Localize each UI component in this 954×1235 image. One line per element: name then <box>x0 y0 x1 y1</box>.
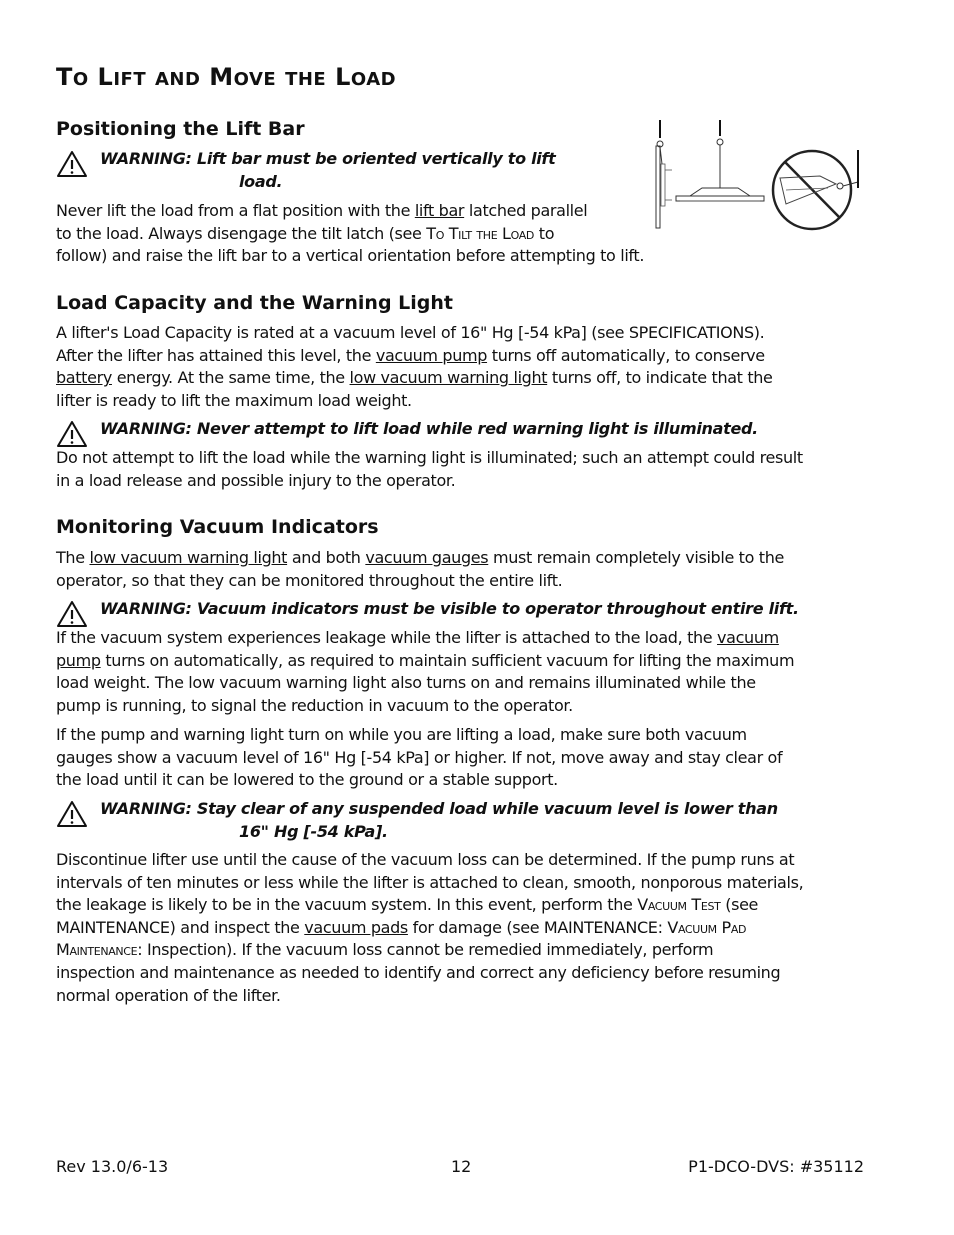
warning-triangle-icon <box>56 800 88 828</box>
page-title: TO LIFT AND MOVE THE LOAD <box>56 63 397 91</box>
paragraph-discontinue: Discontinue lifter use until the cause of the vacuum loss can be determined. If the pump runs at intervals of ten minutes or less while the lifter is attached to clean, smooth, nonporous materials, the leakage is likely to be in the vacuum system. In this event, perform the Vacuum Test (see MAINTENANCE) and inspect the vacuum pads for damage (see MAINTENANCE: Vacuum Pad Maintenance: Inspection). If the vacuum loss cannot be remedied immediately, perform inspection and maintenance as needed to identify and correct any deficiency before resuming normal operation of the lifter. <box>56 850 804 1005</box>
link-battery[interactable]: battery <box>56 368 112 388</box>
paragraph-indicators: The low vacuum warning light and both vacuum gauges must remain completely visible to the operator, so that they can be monitored throughout the entire lift. <box>56 548 784 590</box>
link-low-vacuum-warning-light[interactable]: low vacuum warning light <box>349 368 548 388</box>
footer-page-number: 12 <box>451 1157 472 1176</box>
warning-indicators-visible: WARNING: Vacuum indicators must be visible to operator throughout entire lift. <box>56 598 916 624</box>
warning-red-light: WARNING: Never attempt to lift load while red warning light is illuminated. <box>56 418 916 444</box>
footer-revision: Rev 13.0/6-13 <box>56 1157 169 1176</box>
link-lift-bar[interactable]: lift bar <box>414 201 465 220</box>
link-vacuum-gauges[interactable]: vacuum gauges <box>365 548 489 567</box>
paragraph-load-capacity: A lifter's Load Capacity is rated at a vacuum level of 16" Hg [-54 kPa] (see SPECIFICATIONS). After the lifter has attained this level, the vacuum pump turns off automatically, to conserve battery energy. At the same time, the low vacuum warning light turns off, to indicate that the lifter is ready to lift the maximum load weight. <box>56 323 773 410</box>
section-heading-monitoring: Monitoring Vacuum Indicators <box>56 516 379 538</box>
warning-lift-bar: WARNING: Lift bar must be oriented vertically to lift load. <box>56 148 656 194</box>
paragraph-gauges-check: If the pump and warning light turn on while you are lifting a load, make sure both vacuum gauges show a vacuum level of 16" Hg [-54 kPa] or higher. If not, move away and stay clear of the load until it can be lowered to the ground or a stable support. <box>56 725 783 790</box>
section-heading-lift-bar: Positioning the Lift Bar <box>56 118 305 140</box>
link-low-vacuum-warning-light-2[interactable]: low vacuum warning light <box>89 548 288 567</box>
paragraph-lift-bar: Never lift the load from a flat position with the lift bar latched parallel to the load. Always disengage the tilt latch (see To Tilt the Load to follow) and raise the lift bar to a vertical orientation before attempting to lift. <box>56 201 645 266</box>
warning-triangle-icon <box>56 600 88 628</box>
link-vacuum-pump-2b[interactable]: pump <box>56 650 101 670</box>
footer-document-id: P1-DCO-DVS: #35112 <box>688 1157 864 1176</box>
warning-stay-clear: WARNING: Stay clear of any suspended load while vacuum level is lower than 16" Hg [-54 kPa]. <box>56 798 916 844</box>
paragraph-warning-light: Do not attempt to lift the load while the warning light is illuminated; such an attempt could result in a load release and possible injury to the operator. <box>56 448 803 490</box>
link-vacuum-pump[interactable]: vacuum pump <box>375 345 488 365</box>
link-vacuum-pump-2[interactable]: vacuum <box>717 628 779 647</box>
warning-triangle-icon <box>56 420 88 448</box>
link-vacuum-pads[interactable]: vacuum pads <box>304 917 408 937</box>
paragraph-leakage: If the vacuum system experiences leakage while the lifter is attached to the load, the vacuum pump turns on automatically, as required to maintain sufficient vacuum for lifting the maximum load weight. The low vacuum warning light also turns on and remains illuminated while the pump is running, to signal the reduction in vacuum to the operator. <box>56 628 795 715</box>
warning-triangle-icon <box>56 150 88 178</box>
section-heading-load-capacity: Load Capacity and the Warning Light <box>56 292 453 314</box>
